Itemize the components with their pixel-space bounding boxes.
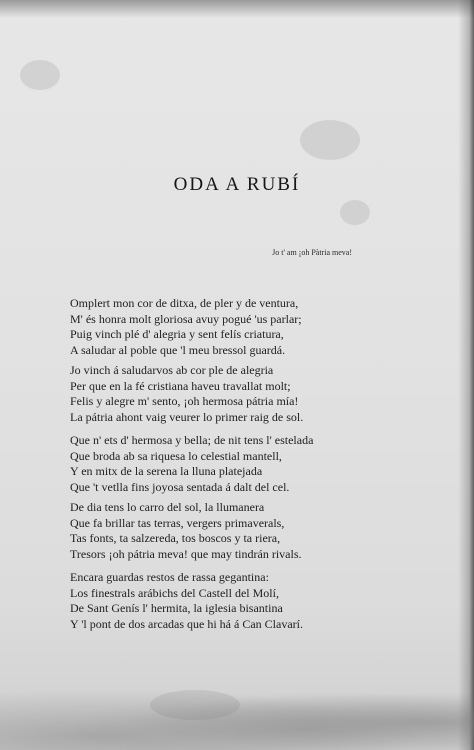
epigraph: Jo t' am ¡oh Pàtria meva!: [272, 248, 352, 257]
paper-stain: [20, 60, 60, 90]
verse-line: De dia tens lo carro del sol, la llumanera: [70, 500, 265, 514]
stanza-4: [70, 500, 302, 562]
verse-line: Omplert mon cor de ditxa, de pler y de ventura,: [70, 296, 299, 310]
paper-right-edge: [458, 0, 474, 750]
stanza-2: [70, 363, 303, 425]
verse-line: La pátria ahont vaig veurer lo primer raig de sol.: [70, 409, 304, 424]
stanza-3: [70, 433, 313, 495]
paper-top-edge: [0, 0, 474, 18]
verse-line: A saludar al poble que 'l meu bressol guardá.: [70, 342, 286, 357]
verse-line: Que 't vetlla fins joyosa sentada á dalt del cel.: [70, 479, 290, 494]
stanza-1: [70, 296, 302, 358]
verse-line: M' és honra molt gloriosa avuy pogué 'us parlar;: [70, 311, 302, 326]
verse-line: Y en mitx de la serena la lluna platejada: [70, 464, 263, 478]
paper-stain: [300, 120, 360, 160]
verse-line: Felis y alegre m' sento, ¡oh hermosa pátria mía!: [70, 394, 299, 408]
poem-title: ODA A RUBÍ: [173, 174, 301, 195]
verse-line: Y 'l pont de dos arcadas que hi há á Can Clavarí.: [70, 616, 303, 631]
verse-line: Puig vinch plé d' alegria y sent felís criatura,: [70, 327, 284, 341]
verse-line: Per que en la fé cristiana haveu travallat molt;: [70, 378, 291, 393]
paper-stain: [150, 690, 240, 720]
verse-line: Que n' ets d' hermosa y bella; de nit tens l' estelada: [70, 433, 314, 447]
verse-line: Que fa brillar tas terras, vergers primaverals,: [70, 515, 285, 530]
stanza-5: [70, 570, 303, 632]
paper-bottom-edge: [0, 680, 474, 750]
verse-line: Tresors ¡oh pátria meva! que may tindrán rivals.: [70, 546, 302, 561]
verse-line: Los finestrals arábichs del Castell del Molí,: [70, 585, 279, 600]
verse-line: Encara guardas restos de rassa gegantina:: [70, 570, 269, 584]
paper-stain: [340, 200, 370, 225]
verse-line: Tas fonts, ta salzereda, tos boscos y ta riera,: [70, 531, 281, 545]
verse-line: Jo vinch á saludarvos ab cor ple de alegria: [70, 363, 274, 377]
verse-line: Que broda ab sa riquesa lo celestial mantell,: [70, 448, 282, 463]
verse-line: De Sant Genís l' hermita, la iglesia bisantina: [70, 601, 283, 615]
